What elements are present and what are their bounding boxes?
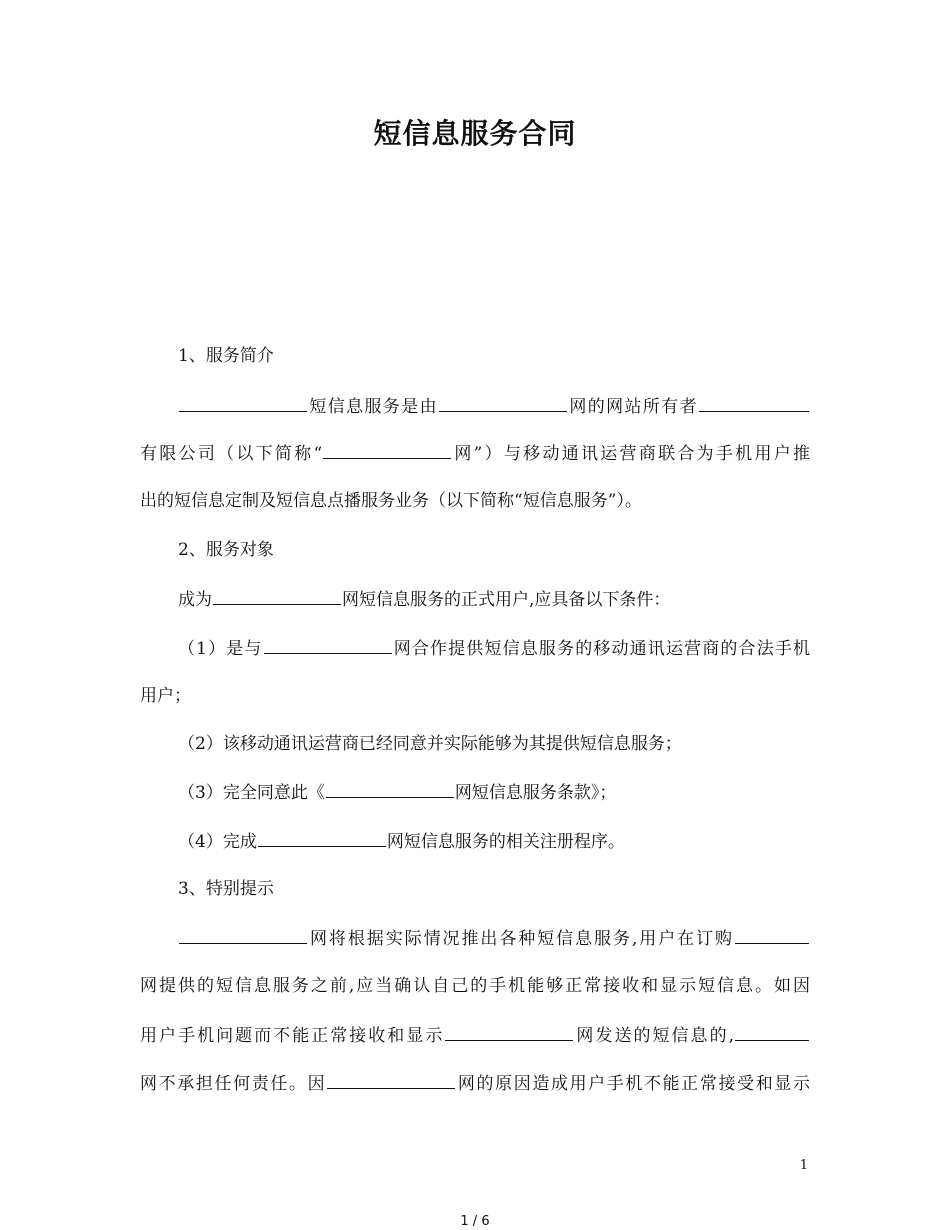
text-span: 用户手机问题而不能正常接收和显示 [140, 1026, 445, 1046]
text-span: 网不承担任何责任。因 [140, 1074, 327, 1094]
text-span: 短信息服务是由 [308, 397, 438, 417]
fill-blank [699, 394, 809, 412]
text-span: 网的原因造成用户手机不能正常接受和显示 [456, 1074, 811, 1094]
fill-blank [213, 587, 341, 605]
text-span: （1）是与 [178, 639, 263, 659]
condition-1-line-1 [178, 636, 810, 661]
paragraph-3-line-2: 网提供的短信息服务之前,应当确认自己的手机能够正常接收和显示短信息。如因 [140, 976, 810, 996]
paragraph-3-line-1 [178, 926, 810, 951]
text-span: 有限公司（以下简称“ [140, 444, 323, 464]
document-title: 短信息服务合同 [373, 117, 577, 150]
paragraph-3-line-4 [140, 1071, 810, 1096]
condition-2: （2）该移动通讯运营商已经同意并实际能够为其提供短信息服务； [178, 734, 682, 754]
fill-blank [179, 926, 307, 944]
fill-blank [258, 829, 386, 847]
text-span: 网将根据实际情况推出各种短信息服务,用户在订购 [308, 929, 734, 949]
text-span: 网的网站所有者 [568, 397, 698, 417]
fill-blank [323, 441, 451, 459]
text-span: 网短信息服务条款》； [454, 783, 617, 803]
fill-blank [326, 780, 454, 798]
paragraph-2 [178, 587, 810, 612]
paragraph-1-line-2 [140, 441, 810, 466]
page-indicator: 1 / 6 [460, 1214, 490, 1229]
condition-1-line-2: 用户； [140, 686, 191, 706]
section-2-heading: 2、服务对象 [178, 540, 274, 560]
section-3-heading: 3、特别提示 [178, 879, 274, 899]
fill-blank [179, 394, 307, 412]
text-span: 网合作提供短信息服务的移动通讯运营商的合法手机 [392, 639, 810, 659]
text-span: （4）完成 [178, 832, 257, 852]
fill-blank [735, 926, 809, 944]
condition-3 [178, 780, 810, 805]
paragraph-1-line-3: 出的短信息定制及短信息点播服务业务（以下简称“短信息服务”）。 [140, 491, 642, 511]
text-span: 网”）与移动通讯运营商联合为手机用户推 [452, 444, 810, 464]
fill-blank [735, 1023, 809, 1041]
condition-4 [178, 829, 810, 854]
text-span: 网短信息服务的相关注册程序。 [386, 832, 625, 852]
text-span: 网短信息服务的正式用户,应具备以下条件： [342, 590, 671, 610]
fill-blank [439, 394, 567, 412]
fill-blank [327, 1071, 455, 1089]
fill-blank [445, 1023, 573, 1041]
text-span: （3）完全同意此《 [178, 783, 325, 803]
section-1-heading: 1、服务简介 [178, 346, 274, 366]
paragraph-1-line-1 [178, 394, 810, 419]
text-span: 成为 [178, 590, 212, 610]
text-span: 网发送的短信息的, [574, 1026, 735, 1046]
page-number: 1 [799, 1158, 808, 1173]
fill-blank [264, 636, 392, 654]
paragraph-3-line-3 [140, 1023, 810, 1048]
